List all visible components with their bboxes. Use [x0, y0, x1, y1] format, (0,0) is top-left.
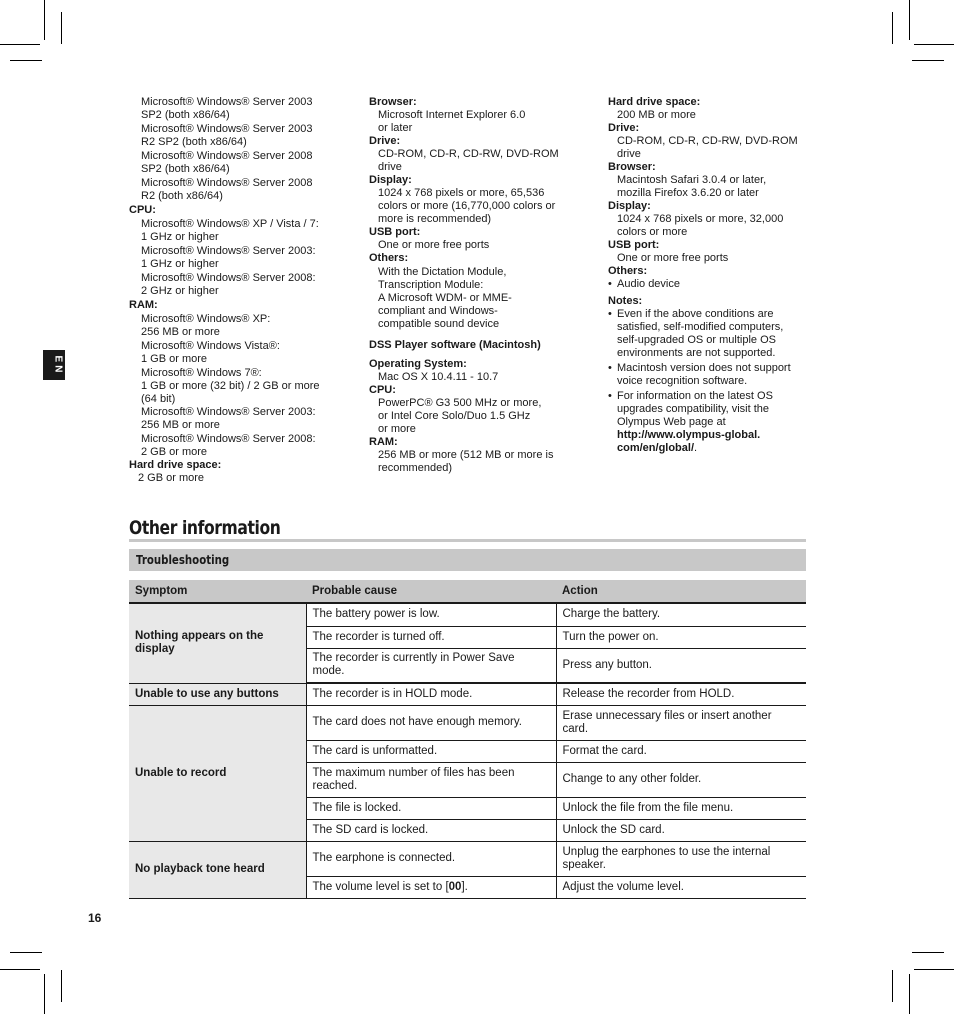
section-title: Troubleshooting — [136, 553, 230, 567]
column-header: Symptom — [129, 580, 306, 603]
req-heading: Operating System: — [369, 358, 467, 370]
req-line: Microsoft® Windows® Server 2003 — [141, 96, 313, 108]
req-line: One or more free ports — [617, 252, 729, 264]
note-line: • Macintosh version does not support — [617, 362, 791, 374]
language-tab-label: EN — [52, 355, 64, 376]
action-cell: Change to any other folder. — [556, 762, 806, 797]
req-line: Microsoft® Windows® Server 2003: — [141, 245, 316, 257]
language-tab — [43, 350, 65, 380]
crop-mark — [914, 969, 954, 970]
cause-cell: The recorder is in HOLD mode. — [306, 683, 556, 705]
req-line: more is recommended) — [378, 213, 492, 225]
req-line: colors or more — [617, 226, 688, 238]
table-row — [129, 683, 806, 705]
cause-cell: The battery power is low. — [306, 603, 556, 626]
req-line: 2 GHz or higher — [141, 285, 219, 297]
cause-cell — [306, 876, 556, 898]
troubleshooting-table — [129, 580, 806, 899]
table-header — [129, 580, 806, 603]
req-heading: Display: — [369, 174, 412, 186]
req-line: Microsoft® Windows® Server 2008: — [141, 272, 316, 284]
req-line: 1 GHz or higher — [141, 231, 219, 243]
action-cell: Turn the power on. — [556, 626, 806, 648]
req-heading: Others: — [369, 252, 409, 264]
crop-mark — [10, 952, 42, 953]
req-line: compliant and Windows- — [378, 305, 498, 317]
req-line: Microsoft® Windows® Server 2003: — [141, 406, 316, 418]
cause-cell: The recorder is currently in Power Save mode. — [306, 648, 556, 683]
req-line: SP2 (both x86/64) — [141, 109, 230, 121]
crop-mark — [909, 0, 910, 40]
action-cell: Press any button. — [556, 648, 806, 683]
table-row — [129, 705, 806, 740]
note-item — [608, 362, 808, 388]
req-line: Microsoft® Windows® XP: — [141, 313, 271, 325]
req-heading: Others: — [608, 265, 648, 277]
cause-cell: The file is locked. — [306, 797, 556, 819]
req-heading: CPU: — [369, 384, 396, 396]
req-heading: USB port: — [369, 226, 421, 238]
bullet-text: Audio device — [617, 278, 680, 290]
req-line: 256 MB or more — [141, 326, 220, 338]
action-cell: Unlock the SD card. — [556, 819, 806, 841]
crop-mark — [912, 952, 944, 953]
cause-cell: The earphone is connected. — [306, 841, 556, 876]
note-line: satisfied, self-modified computers, — [617, 321, 784, 333]
note-line: . — [694, 442, 698, 454]
req-line: 256 MB or more (512 MB or more is — [378, 449, 554, 461]
symptom-cell: No playback tone heard — [129, 841, 306, 898]
req-line: Microsoft® Windows® Server 2008 — [141, 150, 313, 162]
req-line: Microsoft® Windows Vista®: — [141, 340, 280, 352]
req-line: 2 GB or more — [141, 446, 208, 458]
req-line: 1024 x 768 pixels or more, 32,000 — [617, 213, 784, 225]
req-heading: Browser: — [369, 96, 417, 108]
req-line: With the Dictation Module, — [378, 266, 507, 278]
note-line: • For information on the latest OS — [617, 390, 773, 402]
req-heading: RAM: — [129, 299, 158, 311]
req-line: or later — [378, 122, 413, 134]
column-header: Action — [556, 580, 806, 603]
req-line: PowerPC® G3 500 MHz or more, — [378, 397, 542, 409]
crop-mark — [912, 60, 944, 61]
req-line: 1024 x 768 pixels or more, 65,536 — [378, 187, 545, 199]
requirements-column-mid — [369, 96, 579, 475]
action-cell: Charge the battery. — [556, 603, 806, 626]
req-heading: Hard drive space: — [129, 459, 222, 471]
notes-heading: Notes: — [608, 295, 643, 307]
note-line: upgrades compatibility, visit the — [617, 403, 770, 415]
req-line: Microsoft® Windows® Server 2008 — [141, 177, 313, 189]
req-heading: USB port: — [608, 239, 660, 251]
section-heading-macintosh: DSS Player software (Macintosh) — [369, 339, 541, 351]
crop-mark — [892, 12, 893, 44]
req-line: 1 GB or more — [141, 353, 208, 365]
column-header: Probable cause — [306, 580, 556, 603]
req-line: colors or more (16,770,000 colors or — [378, 200, 556, 212]
req-heading: CPU: — [129, 204, 156, 216]
table-row — [129, 841, 806, 876]
note-line: Olympus Web page at — [617, 416, 726, 428]
action-cell: Release the recorder from HOLD. — [556, 683, 806, 705]
crop-mark — [0, 969, 40, 970]
requirements-column-windows — [129, 96, 339, 485]
req-line: compatible sound device — [378, 318, 500, 330]
req-line: or more — [378, 423, 416, 435]
cause-cell: The recorder is turned off. — [306, 626, 556, 648]
cause-cell: The SD card is locked. — [306, 819, 556, 841]
symptom-cell: Unable to use any buttons — [129, 683, 306, 705]
title-divider — [129, 539, 806, 542]
req-heading: Drive: — [369, 135, 401, 147]
note-item — [608, 390, 808, 455]
crop-mark — [914, 44, 954, 45]
req-line: (64 bit) — [141, 393, 176, 405]
page-title: Other information — [129, 517, 281, 539]
note-item — [608, 308, 808, 360]
req-line: One or more free ports — [378, 239, 490, 251]
req-line: CD-ROM, CD-R, CD-RW, DVD-ROM — [617, 135, 798, 147]
crop-mark — [61, 12, 62, 44]
req-line: 200 MB or more — [617, 109, 696, 121]
table-row — [129, 603, 806, 626]
req-line: Microsoft® Windows® XP / Vista / 7: — [141, 218, 319, 230]
req-line: 1 GB or more (32 bit) / 2 GB or more — [141, 380, 320, 392]
cause-cell: The maximum number of files has been reached. — [306, 762, 556, 797]
action-cell: Unplug the earphones to use the internal speaker. — [556, 841, 806, 876]
req-line: recommended) — [378, 462, 452, 474]
action-cell: Unlock the file from the file menu. — [556, 797, 806, 819]
note-line: environments are not supported. — [617, 347, 776, 359]
page-number: 16 — [88, 911, 102, 925]
symptom-cell: Nothing appears on the display — [129, 603, 306, 683]
req-line: Macintosh Safari 3.0.4 or later, — [617, 174, 767, 186]
symptom-cell: Unable to record — [129, 705, 306, 841]
bullet-item — [608, 278, 808, 291]
cause-text: The volume level is set to [ — [312, 880, 449, 893]
req-line: Mac OS X 10.4.11 - 10.7 — [378, 371, 499, 383]
olympus-link[interactable]: com/en/global/ — [617, 442, 695, 454]
req-line: 1 GHz or higher — [141, 258, 219, 270]
volume-value: 00 — [448, 880, 462, 893]
req-heading: RAM: — [369, 436, 398, 448]
req-line: or Intel Core Solo/Duo 1.5 GHz — [378, 410, 531, 422]
crop-mark — [61, 970, 62, 1002]
crop-mark — [909, 974, 910, 1014]
req-line: A Microsoft WDM- or MME- — [378, 292, 512, 304]
crop-mark — [10, 60, 42, 61]
action-cell: Format the card. — [556, 740, 806, 762]
olympus-link[interactable]: http://www.olympus-global. — [617, 429, 761, 441]
crop-mark — [892, 970, 893, 1002]
req-line: CD-ROM, CD-R, CD-RW, DVD-ROM — [378, 148, 559, 160]
req-heading: Drive: — [608, 122, 640, 134]
cause-text: ]. — [461, 880, 468, 893]
req-line: mozilla Firefox 3.6.20 or later — [617, 187, 759, 199]
req-heading: Display: — [608, 200, 651, 212]
req-line: Microsoft® Windows® Server 2008: — [141, 433, 316, 445]
section-bar — [129, 549, 806, 571]
note-line: self-upgraded OS or multiple OS — [617, 334, 776, 346]
req-line: drive — [378, 161, 402, 173]
req-line: Microsoft® Windows 7®: — [141, 367, 262, 379]
note-line: voice recognition software. — [617, 375, 748, 387]
req-line: Transcription Module: — [378, 279, 484, 291]
requirements-column-right — [608, 96, 808, 455]
note-line: • Even if the above conditions are — [617, 308, 774, 320]
req-line: Microsoft Internet Explorer 6.0 — [378, 109, 526, 121]
req-line: R2 (both x86/64) — [141, 190, 223, 202]
req-line: drive — [617, 148, 641, 160]
action-cell: Adjust the volume level. — [556, 876, 806, 898]
req-line: 256 MB or more — [141, 419, 220, 431]
req-line: R2 SP2 (both x86/64) — [141, 136, 247, 148]
crop-mark — [44, 974, 45, 1014]
req-heading: Browser: — [608, 161, 656, 173]
req-line: 2 GB or more — [138, 472, 205, 484]
cause-cell: The card is unformatted. — [306, 740, 556, 762]
req-heading: Hard drive space: — [608, 96, 701, 108]
action-cell: Erase unnecessary files or insert another card. — [556, 705, 806, 740]
req-line: Microsoft® Windows® Server 2003 — [141, 123, 313, 135]
cause-cell: The card does not have enough memory. — [306, 705, 556, 740]
crop-mark — [44, 0, 45, 40]
req-line: SP2 (both x86/64) — [141, 163, 230, 175]
crop-mark — [0, 44, 40, 45]
